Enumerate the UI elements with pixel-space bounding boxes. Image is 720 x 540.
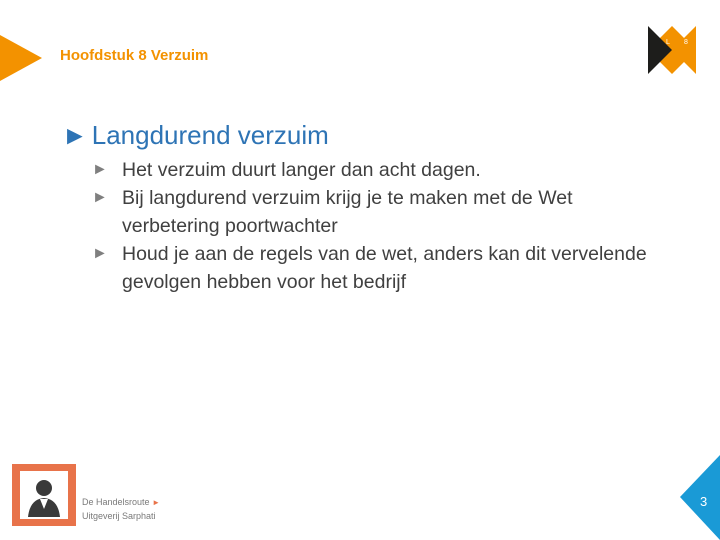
logo-arrow-icon: ► [152, 498, 160, 507]
chapter-title: Hoofdstuk 8 Verzuim [60, 47, 209, 64]
left-orange-triangle [0, 35, 42, 81]
bullet-arrow-icon: ► [92, 161, 108, 178]
badge-left-letter: L [666, 39, 670, 46]
chapter-badge [648, 26, 696, 74]
bullet-arrow-icon: ► [92, 245, 108, 262]
badge-right-number: 8 [684, 39, 688, 46]
page-number: 3 [700, 494, 708, 509]
bullet-text: Het verzuim duurt langer dan acht dagen. [122, 159, 481, 181]
bullet-arrow-icon: ► [92, 189, 108, 206]
bullet-item [92, 240, 652, 296]
bullet-item [92, 184, 652, 240]
slide-heading [62, 120, 329, 151]
bullet-text: Bij langdurend verzuim krijg je te maken met de Wet verbetering poortwachter [122, 187, 573, 237]
heading-arrow-icon: ► [62, 120, 88, 150]
logo-line2: Uitgeverij Sarphati [82, 511, 156, 521]
bullet-text: Houd je aan de regels van de wet, anders kan dit vervelende gevolgen hebben voor het bedrijf [122, 243, 647, 293]
bullet-item [92, 156, 652, 184]
portrait-icon [20, 471, 68, 519]
logo-line1 [82, 497, 160, 507]
bullet-list [92, 156, 652, 296]
heading-text: Langdurend verzuim [91, 120, 329, 150]
logo-line1-text: De Handelsroute [82, 497, 150, 507]
publisher-logo [12, 464, 76, 526]
